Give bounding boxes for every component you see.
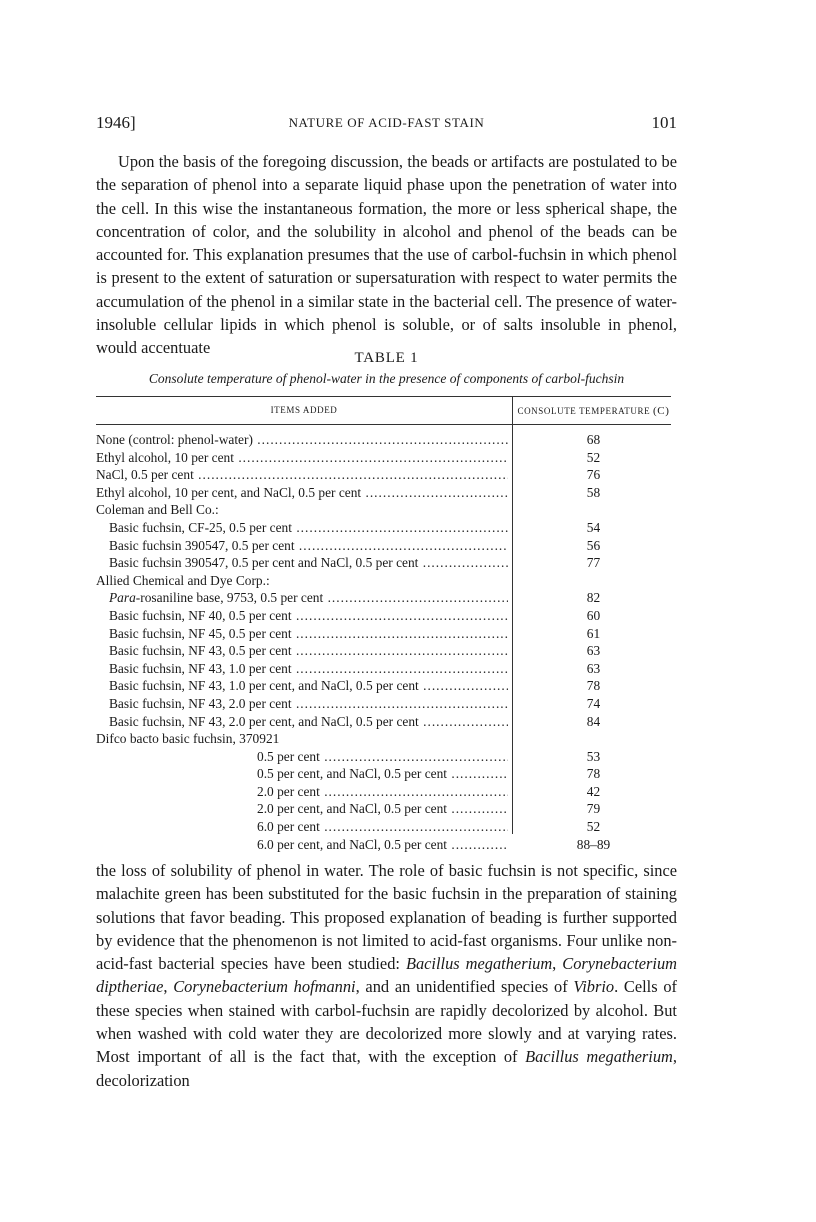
row-label: Basic fuchsin, NF 45, 0.5 per cent ..... xyxy=(96,625,508,643)
row-label: Basic fuchsin, NF 43, 1.0 per cent, and NaCl, 0.5 per cent ..... xyxy=(96,677,508,695)
group-label: Coleman and Bell Co.: xyxy=(96,502,219,518)
paragraph-text: , xyxy=(163,977,174,997)
row-value: 79 xyxy=(586,801,601,817)
row-label-italic: Para xyxy=(109,590,136,606)
row-label-rest: -rosaniline base, 9753, 0.5 per cent xyxy=(135,590,324,606)
table-body xyxy=(96,431,671,853)
paragraph-text: the loss of solubility of phenol in water. The role of basic fuchsin is not specific, since malachite green has been substituted for the basic fuchsin in the preparation of staining solutions that favor beading. This proposed explanation of beading is further supported by evidence that the phenomenon is not limited to acid-fast organisms. Four unlike non-acid-fast bacterial species have been studied: xyxy=(96,861,677,974)
row-label: 6.0 per cent, and NaCl, 0.5 per cent ..... xyxy=(96,836,508,854)
group-label: Allied Chemical and Dye Corp.: xyxy=(96,572,270,588)
row-value: 68 xyxy=(586,432,601,447)
table-group-row xyxy=(96,730,671,748)
row-label: 0.5 per cent ..... xyxy=(96,748,508,766)
row-label: Ethyl alcohol, 10 per cent ..... xyxy=(96,449,508,467)
row-value: 76 xyxy=(586,467,601,483)
table-row xyxy=(96,713,671,731)
row-label: 2.0 per cent, and NaCl, 0.5 per cent ..... xyxy=(96,800,508,818)
table-row xyxy=(96,748,671,766)
row-value: 78 xyxy=(586,678,601,694)
table-row xyxy=(96,677,671,695)
row-label: Basic fuchsin, NF 43, 0.5 per cent ..... xyxy=(96,642,508,660)
row-value: 63 xyxy=(586,643,601,659)
row-value: 53 xyxy=(586,748,601,764)
table-row xyxy=(96,695,671,713)
row-label: NaCl, 0.5 per cent ..... xyxy=(96,466,508,484)
table-row xyxy=(96,466,671,484)
column-header-temperature-unit: (C) xyxy=(653,405,670,417)
row-label: 2.0 per cent ..... xyxy=(96,783,508,801)
row-label: 6.0 per cent ..... xyxy=(96,818,508,836)
row-value: 84 xyxy=(586,713,601,729)
paragraph-text: , decolorization xyxy=(96,1047,677,1090)
row-label: Basic fuchsin, NF 40, 0.5 per cent ..... xyxy=(96,607,508,625)
header-title: NATURE OF ACID-FAST STAIN xyxy=(288,115,485,130)
table-row xyxy=(96,607,671,625)
table-description: Consolute temperature of phenol-water in the presence of components of carbol-fuchsin xyxy=(148,371,625,386)
row-label: Basic fuchsin, NF 43, 2.0 per cent, and NaCl, 0.5 per cent ..... xyxy=(96,713,508,731)
table-row xyxy=(96,765,671,783)
row-value: 58 xyxy=(586,484,601,500)
column-header-items: ITEMS ADDED xyxy=(270,405,338,415)
table-number: TABLE 1 xyxy=(354,350,419,366)
row-value: 78 xyxy=(586,766,601,782)
row-value: 52 xyxy=(586,819,601,835)
table-row xyxy=(96,431,671,449)
row-value: 82 xyxy=(586,590,601,606)
table-row xyxy=(96,783,671,801)
table-row xyxy=(96,484,671,502)
table-caption xyxy=(96,350,677,387)
column-header-temperature-label: CONSOLUTE TEMPERATURE xyxy=(517,406,651,416)
table-row xyxy=(96,818,671,836)
table-group-row xyxy=(96,501,671,519)
row-label: Basic fuchsin, CF-25, 0.5 per cent ..... xyxy=(96,519,508,537)
species-name: Bacillus megatherium xyxy=(405,954,553,974)
header-year: 1946] xyxy=(96,113,136,132)
species-name: Corynebacterium diptheriae xyxy=(96,954,677,997)
row-value: 74 xyxy=(586,695,601,711)
row-value: 54 xyxy=(586,519,601,535)
table-row xyxy=(96,449,671,467)
row-label: Basic fuchsin 390547, 0.5 per cent ..... xyxy=(96,537,508,555)
table-row xyxy=(96,642,671,660)
row-value: 77 xyxy=(586,555,601,571)
row-label xyxy=(96,589,508,607)
row-label: Basic fuchsin, NF 43, 2.0 per cent ..... xyxy=(96,695,508,713)
table-row xyxy=(96,625,671,643)
row-label: Basic fuchsin 390547, 0.5 per cent and NaCl, 0.5 per cent ..... xyxy=(96,554,508,572)
group-label: Difco bacto basic fuchsin, 370921 xyxy=(96,731,280,747)
paragraph-text: . Cells of these species when stained with carbol-fuchsin are rapidly decolorized by alcohol. But when washed with cold water they are decolorized more slowly and at varying rates. Most important of all is the fact that, with the exception of xyxy=(96,977,678,1067)
genus-name: Vibrio xyxy=(573,977,615,997)
table-group-row xyxy=(96,572,671,590)
row-label: Ethyl alcohol, 10 per cent, and NaCl, 0.5 per cent ..... xyxy=(96,484,508,502)
table-row xyxy=(96,554,671,572)
row-value: 42 xyxy=(586,783,601,799)
row-value: 60 xyxy=(586,607,601,623)
row-value: 63 xyxy=(586,660,601,676)
paragraph-text: , and an unidentified species of xyxy=(355,977,574,997)
row-value: 88–89 xyxy=(576,836,611,852)
row-label: Basic fuchsin, NF 43, 1.0 per cent ..... xyxy=(96,660,508,678)
body-paragraph-1: Upon the basis of the foregoing discussion, the beads or artifacts are postulated to be the separation of phenol into a separate liquid phase upon the penetration of water into the cell. In this wise the instantaneous formation, the more or less spherical shape, the concentration of color, and the solubility in alcohol and phenol of the beads can be accounted for. This explanation presumes that the use of carbol-fuchsin in which phenol is present to the extent of saturation or supersaturation with respect to water permits the accumulation of the phenol in a similar state in the bacterial cell. The presence of water-insoluble cellular lipids in which phenol is soluble, or of salts insoluble in phenol, would accentuate xyxy=(96,152,677,358)
table-header-rule xyxy=(96,424,671,425)
table-row xyxy=(96,660,671,678)
page-number: 101 xyxy=(651,113,677,132)
table-row xyxy=(96,519,671,537)
paragraph-text: , xyxy=(552,954,563,974)
species-name: Corynebacterium hofmanni xyxy=(173,977,356,997)
species-name: Bacillus megatherium xyxy=(525,1047,673,1067)
row-label: 0.5 per cent, and NaCl, 0.5 per cent ..... xyxy=(96,765,508,783)
table-row xyxy=(96,589,671,607)
row-value: 61 xyxy=(586,625,601,641)
row-label: None (control: phenol-water) ..... xyxy=(96,431,508,449)
table-row xyxy=(96,836,671,854)
column-header-temperature xyxy=(516,405,671,417)
table-row xyxy=(96,537,671,555)
row-value: 52 xyxy=(586,449,601,465)
row-value: 56 xyxy=(586,537,601,553)
table-top-rule xyxy=(96,396,671,397)
table-row xyxy=(96,800,671,818)
body-paragraph-2 xyxy=(96,859,677,1092)
running-header xyxy=(96,113,677,137)
